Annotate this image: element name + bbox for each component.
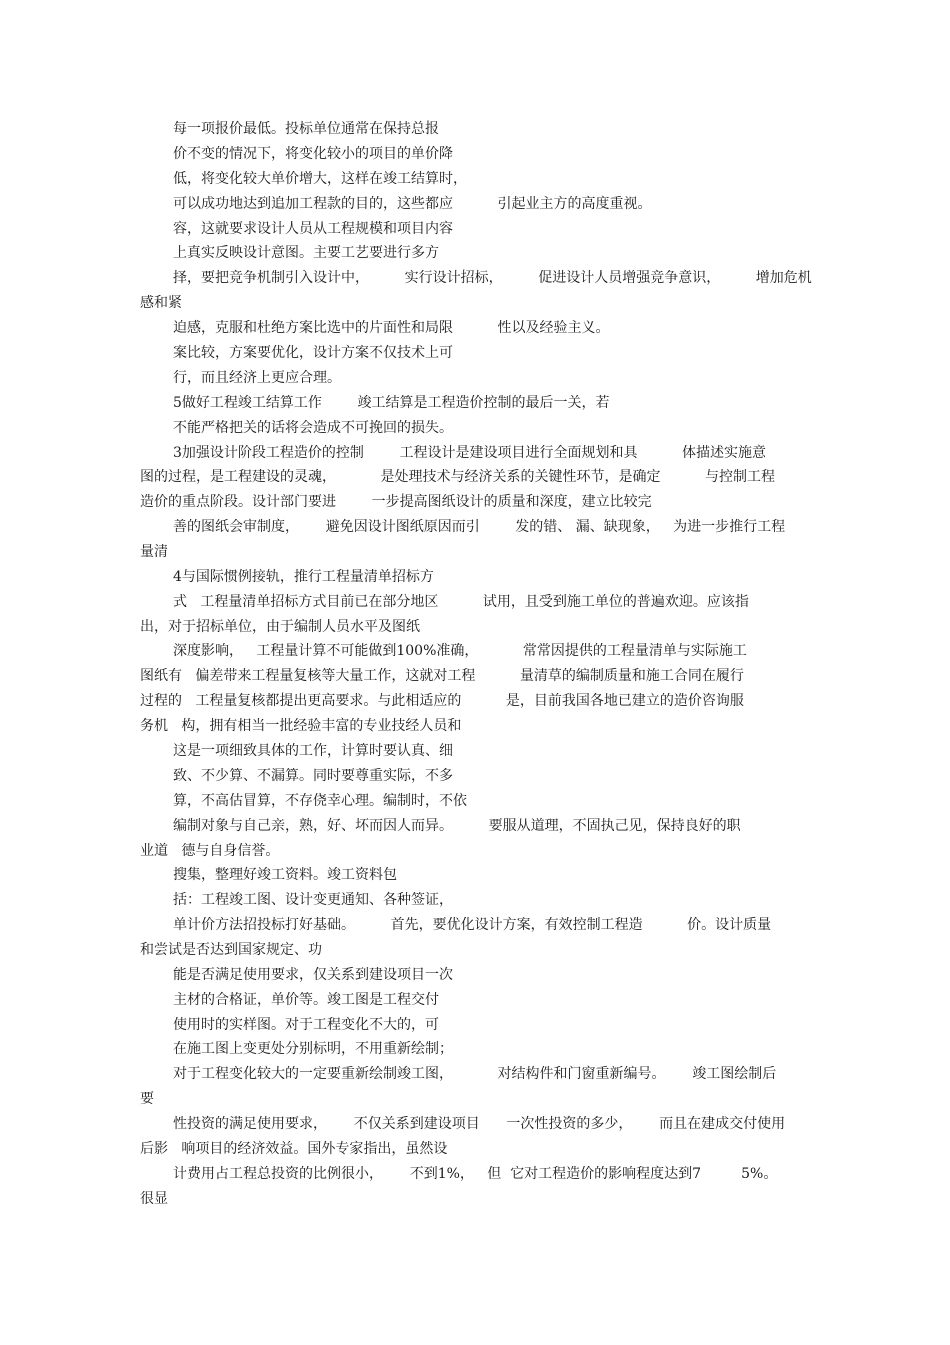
text-line: 使用时的实样图。对于工程变化不大的，可: [173, 1017, 439, 1033]
text-line: 3加强设计阶段工程造价的控制 工程设计是建设项目进行全面规划和具 体描述实施意: [173, 445, 767, 461]
text-line: 能是否满足使用要求，仅关系到建设项目一次: [173, 967, 453, 983]
text-line: 在施工图上变更处分别标明，不用重新绘制；: [173, 1041, 453, 1057]
text-line: 后影 响项目的经济效益。国外专家指出，虽然设: [140, 1141, 448, 1157]
text-line: 5做好工程竣工结算工作 竣工结算是工程造价控制的最后一关，若: [173, 395, 610, 411]
text-line: 4与国际惯例接轨，推行工程量清单招标方: [173, 569, 434, 585]
text-line: 性投资的满足使用要求， 不仅关系到建设项目 一次性投资的多少， 而且在建成交付使用: [173, 1116, 786, 1132]
text-line: 过程的 工程量复核都提出更高要求。与此相适应的 是，目前我国各地已建立的造价咨询服: [140, 693, 744, 709]
text-line: 低，将变化较大单价增大，这样在竣工结算时，: [173, 171, 467, 187]
text-line: 行，而且经济上更应合理。: [173, 370, 341, 386]
text-line: 量清: [140, 544, 168, 560]
text-line: 编制对象与自己亲，熟，好、坏而因人而异。 要服从道理，不固执己见，保持良好的职: [173, 818, 741, 834]
text-line: 价不变的情况下，将变化较小的项目的单价降: [173, 146, 453, 162]
text-line: 单计价方法招投标打好基础。 首先，要优化设计方案，有效控制工程造 价。设计质量: [173, 917, 772, 933]
text-line: 务机 构，拥有相当一批经验丰富的专业技经人员和: [140, 718, 462, 734]
text-line: 搜集，整理好竣工资料。竣工资料包: [173, 867, 397, 883]
text-line: 可以成功地达到追加工程款的目的，这些都应 引起业主方的高度重视。: [173, 196, 652, 212]
text-line: 深度影响， 工程量计算不可能做到100%准确， 常常因提供的工程量清单与实际施工: [173, 643, 747, 659]
text-line: 业道 德与自身信誉。: [140, 843, 280, 859]
text-line: 对于工程变化较大的一定要重新绘制竣工图， 对结构件和门窗重新编号。 竣工图绘制后: [173, 1066, 777, 1082]
text-line: 算，不高估冒算，不存侥幸心理。编制时，不依: [173, 793, 467, 809]
text-line: 要: [140, 1091, 154, 1107]
text-line: 感和紧: [140, 295, 182, 311]
text-line: 不能严格把关的话将会造成不可挽回的损失。: [173, 420, 453, 436]
text-line: 迫感，克服和杜绝方案比选中的片面性和局限 性以及经验主义。: [173, 320, 610, 336]
text-line: 计费用占工程总投资的比例很小， 不到1%， 但 它对工程造价的影响程度达到7 5%。: [173, 1166, 778, 1182]
text-line: 致、不少算、不漏算。同时要尊重实际，不多: [173, 768, 453, 784]
text-line: 图的过程，是工程建设的灵魂， 是处理技术与经济关系的关键性环节，是确定 与控制工程: [140, 469, 776, 485]
text-line: 括：工程竣工图、设计变更通知、各种签证，: [173, 892, 453, 908]
text-line: 这是一项细致具体的工作，计算时要认真、细: [173, 743, 453, 759]
text-line: 图纸有 偏差带来工程量复核等大量工作，这就对工程 量清草的编制质量和施工合同在履行: [140, 668, 744, 684]
text-line: 每一项报价最低。投标单位通常在保持总报: [173, 121, 439, 137]
text-line: 主材的合格证，单价等。竣工图是工程交付: [173, 992, 439, 1008]
text-line: 出，对于招标单位，由于编制人员水平及图纸: [140, 619, 420, 635]
text-line: 案比较，方案要优化，设计方案不仅技术上可: [173, 345, 453, 361]
text-line: 上真实反映设计意图。主要工艺要进行多方: [173, 245, 439, 261]
text-line: 善的图纸会审制度， 避免因设计图纸原因而引 发的错、 漏、缺现象， 为进一步推行工程: [173, 519, 786, 535]
text-line: 和尝试是否达到国家规定、功: [140, 942, 322, 958]
text-line: 容，这就要求设计人员从工程规模和项目内容: [173, 221, 453, 237]
text-line: 择，要把竞争机制引入设计中， 实行设计招标， 促进设计人员增强竞争意识， 增加危机: [173, 270, 812, 286]
text-line: 很显: [140, 1191, 168, 1207]
text-line: 造价的重点阶段。设计部门要进 一步提高图纸设计的质量和深度，建立比较完: [140, 494, 652, 510]
text-line: 式 工程量清单招标方式目前已在部分地区 试用，且受到施工单位的普遍欢迎。应该指: [173, 594, 749, 610]
